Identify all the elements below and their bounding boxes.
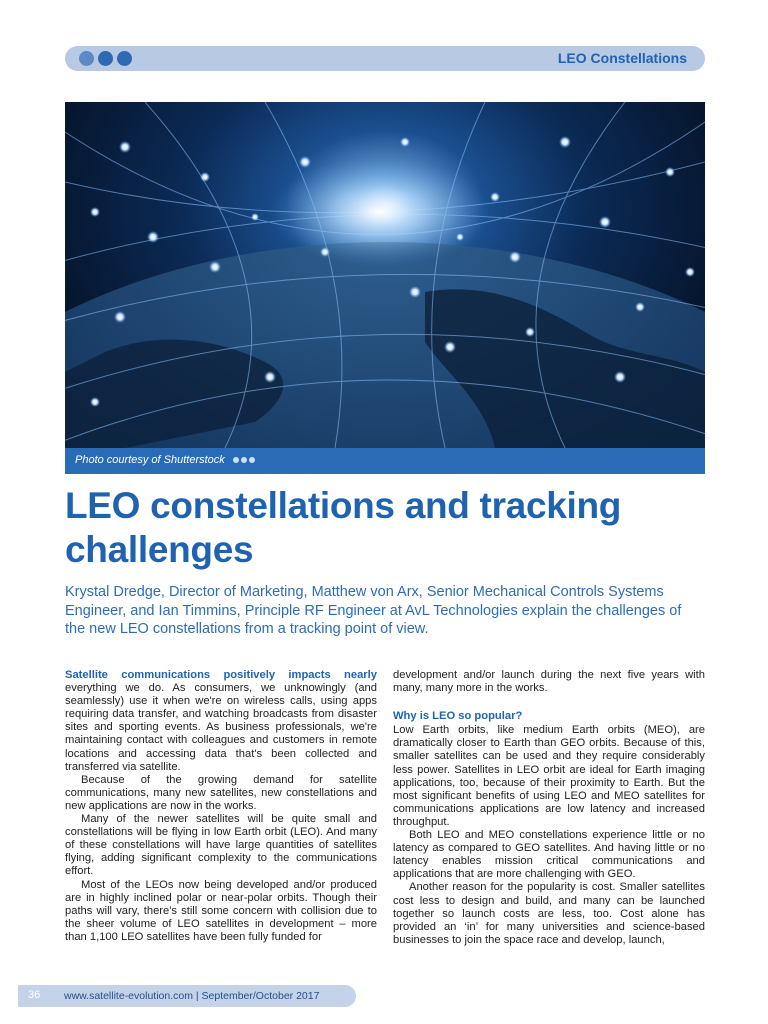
paragraph-2: Because of the growing demand for satellite communications, many new satellites, new constellations and new applications are now in the works. bbox=[65, 773, 377, 812]
paragraph-5: Low Earth orbits, like medium Earth orbits (MEO), are dramatically closer to Earth than GEO orbits. Because of this, smaller satellites can be used and they require considerably less power. Satellites in LEO orbit are ideal for Earth imaging applications, too, because of their proximity to Earth. But the most significant benefits of using LEO and MEO satellites for communications applications are low latency and increased throughput. bbox=[393, 724, 705, 828]
satellite-network-illustration bbox=[65, 102, 705, 448]
section-title: LEO Constellations bbox=[557, 50, 687, 66]
paragraph-4-continued: development and/or launch during the next five years with many, many more in the works. bbox=[393, 669, 705, 695]
paragraph-7: Another reason for the popularity is cost. Smaller satellites cost less to design and build, and many can be launched together so launch costs are less, too. Cost alone has provided an ‘in’ for many universities and science-based businesses to join the space race and develop, launch, bbox=[393, 881, 705, 946]
publication-info: www.satellite-evolution.com | September/October 2017 bbox=[64, 990, 320, 1002]
paragraph-1 bbox=[65, 669, 377, 774]
subheading: Why is LEO so popular? bbox=[393, 710, 523, 723]
standfirst-line-2: Engineer, and Ian Timmins, Principle RF Engineer at AvL Technologies explain the challenges of bbox=[65, 602, 682, 619]
headline-line-2: challenges bbox=[65, 529, 254, 570]
article-headline bbox=[65, 484, 705, 572]
standfirst-line-1: Krystal Dredge, Director of Marketing, Matthew von Arx, Senior Mechanical Controls Systems bbox=[65, 584, 664, 600]
hero-image-earth-network bbox=[65, 102, 705, 448]
section-header-bar bbox=[65, 46, 705, 71]
body-column-right bbox=[393, 669, 705, 947]
paragraph-1-text: everything we do. As consumers, we unknowingly (and seamlessly) use it when we're on wireless calls, using apps requiring data transfer, and watching broadcasts from disaster sites and sporting events. As business professionals, we're maintaining contact with colleagues and customers in remote locations and accessing data that's been collected and transferred via satellite. bbox=[65, 682, 377, 773]
article-standfirst bbox=[65, 583, 705, 639]
photo-caption-bar bbox=[65, 448, 705, 474]
paragraph-4: Most of the LEOs now being developed and/or produced are in highly inclined polar or near-polar orbits. Though their paths will vary, there's still some concern with collision due to the sheer volume of LEO satellites in development – more than 1,100 LEO satellites have been fully funded for bbox=[65, 878, 377, 943]
standfirst-line-3: the new LEO constellations from a tracking point of view. bbox=[65, 621, 429, 637]
paragraph-6: Both LEO and MEO constellations experience little or no latency as compared to GEO satellites. And having little or no latency enables mission critical communications and applications that are more challenging with GEO. bbox=[393, 829, 705, 881]
photo-caption-text: Photo courtesy of Shutterstock bbox=[75, 454, 225, 466]
page-footer bbox=[18, 985, 356, 1007]
body-column-left bbox=[65, 669, 377, 944]
page-number: 36 bbox=[28, 989, 41, 1001]
paragraph-3: Many of the newer satellites will be quite small and constellations will be flying in low Earth orbit (LEO). And many of these constellations will have large quantities of satellites flying, adding significant complexity to the communications effort. bbox=[65, 813, 377, 878]
lead-in: Satellite communications positively impacts nearly bbox=[65, 669, 377, 681]
header-dots-icon bbox=[79, 51, 132, 66]
caption-dots-icon bbox=[233, 454, 257, 466]
photo-caption bbox=[75, 454, 257, 466]
headline-line-1: LEO constellations and tracking bbox=[65, 485, 622, 526]
